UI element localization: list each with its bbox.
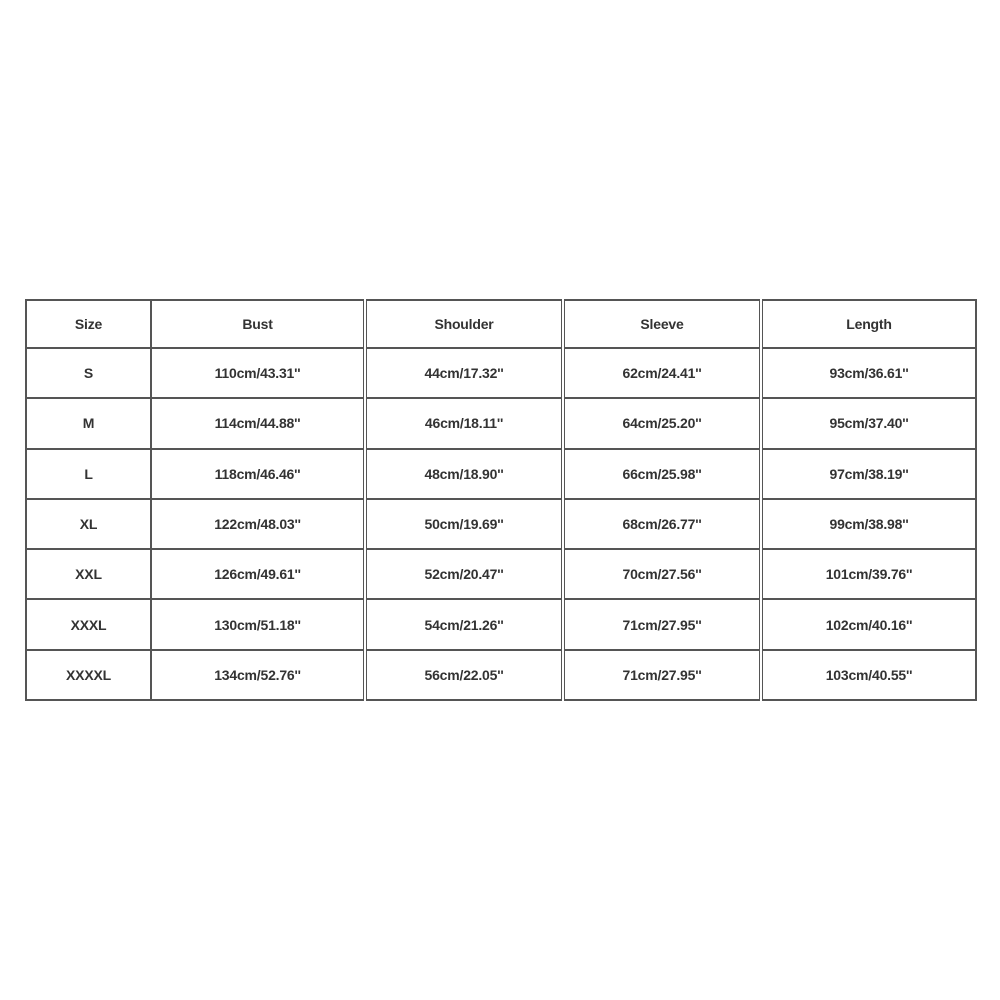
cell-length: 97cm/38.19'' [761, 449, 976, 499]
cell-bust: 134cm/52.76'' [151, 650, 365, 700]
header-size: Size [26, 300, 151, 348]
cell-sleeve: 71cm/27.95'' [563, 650, 761, 700]
cell-size: XXL [26, 549, 151, 599]
table-row [26, 549, 976, 599]
cell-shoulder: 56cm/22.05'' [365, 650, 563, 700]
cell-shoulder: 52cm/20.47'' [365, 549, 563, 599]
cell-size: XXXL [26, 599, 151, 649]
cell-length: 93cm/36.61'' [761, 348, 976, 398]
cell-size: L [26, 449, 151, 499]
header-sleeve: Sleeve [563, 300, 761, 348]
cell-length: 95cm/37.40'' [761, 398, 976, 448]
cell-shoulder: 50cm/19.69'' [365, 499, 563, 549]
cell-shoulder: 54cm/21.26'' [365, 599, 563, 649]
header-length: Length [761, 300, 976, 348]
table-row [26, 599, 976, 649]
cell-sleeve: 71cm/27.95'' [563, 599, 761, 649]
header-shoulder: Shoulder [365, 300, 563, 348]
cell-bust: 118cm/46.46'' [151, 449, 365, 499]
cell-bust: 110cm/43.31'' [151, 348, 365, 398]
cell-size: S [26, 348, 151, 398]
cell-size: XXXXL [26, 650, 151, 700]
cell-bust: 130cm/51.18'' [151, 599, 365, 649]
cell-sleeve: 70cm/27.56'' [563, 549, 761, 599]
cell-length: 103cm/40.55'' [761, 650, 976, 700]
cell-length: 102cm/40.16'' [761, 599, 976, 649]
table-header-row [26, 300, 976, 348]
cell-shoulder: 46cm/18.11'' [365, 398, 563, 448]
cell-sleeve: 66cm/25.98'' [563, 449, 761, 499]
cell-shoulder: 48cm/18.90'' [365, 449, 563, 499]
cell-sleeve: 68cm/26.77'' [563, 499, 761, 549]
cell-length: 99cm/38.98'' [761, 499, 976, 549]
table-row [26, 449, 976, 499]
cell-sleeve: 62cm/24.41'' [563, 348, 761, 398]
header-bust: Bust [151, 300, 365, 348]
table-row [26, 650, 976, 700]
cell-bust: 122cm/48.03'' [151, 499, 365, 549]
cell-bust: 126cm/49.61'' [151, 549, 365, 599]
cell-length: 101cm/39.76'' [761, 549, 976, 599]
cell-sleeve: 64cm/25.20'' [563, 398, 761, 448]
table-row [26, 348, 976, 398]
cell-bust: 114cm/44.88'' [151, 398, 365, 448]
cell-shoulder: 44cm/17.32'' [365, 348, 563, 398]
size-chart-table [25, 299, 977, 701]
table-row [26, 398, 976, 448]
cell-size: M [26, 398, 151, 448]
table-row [26, 499, 976, 549]
cell-size: XL [26, 499, 151, 549]
